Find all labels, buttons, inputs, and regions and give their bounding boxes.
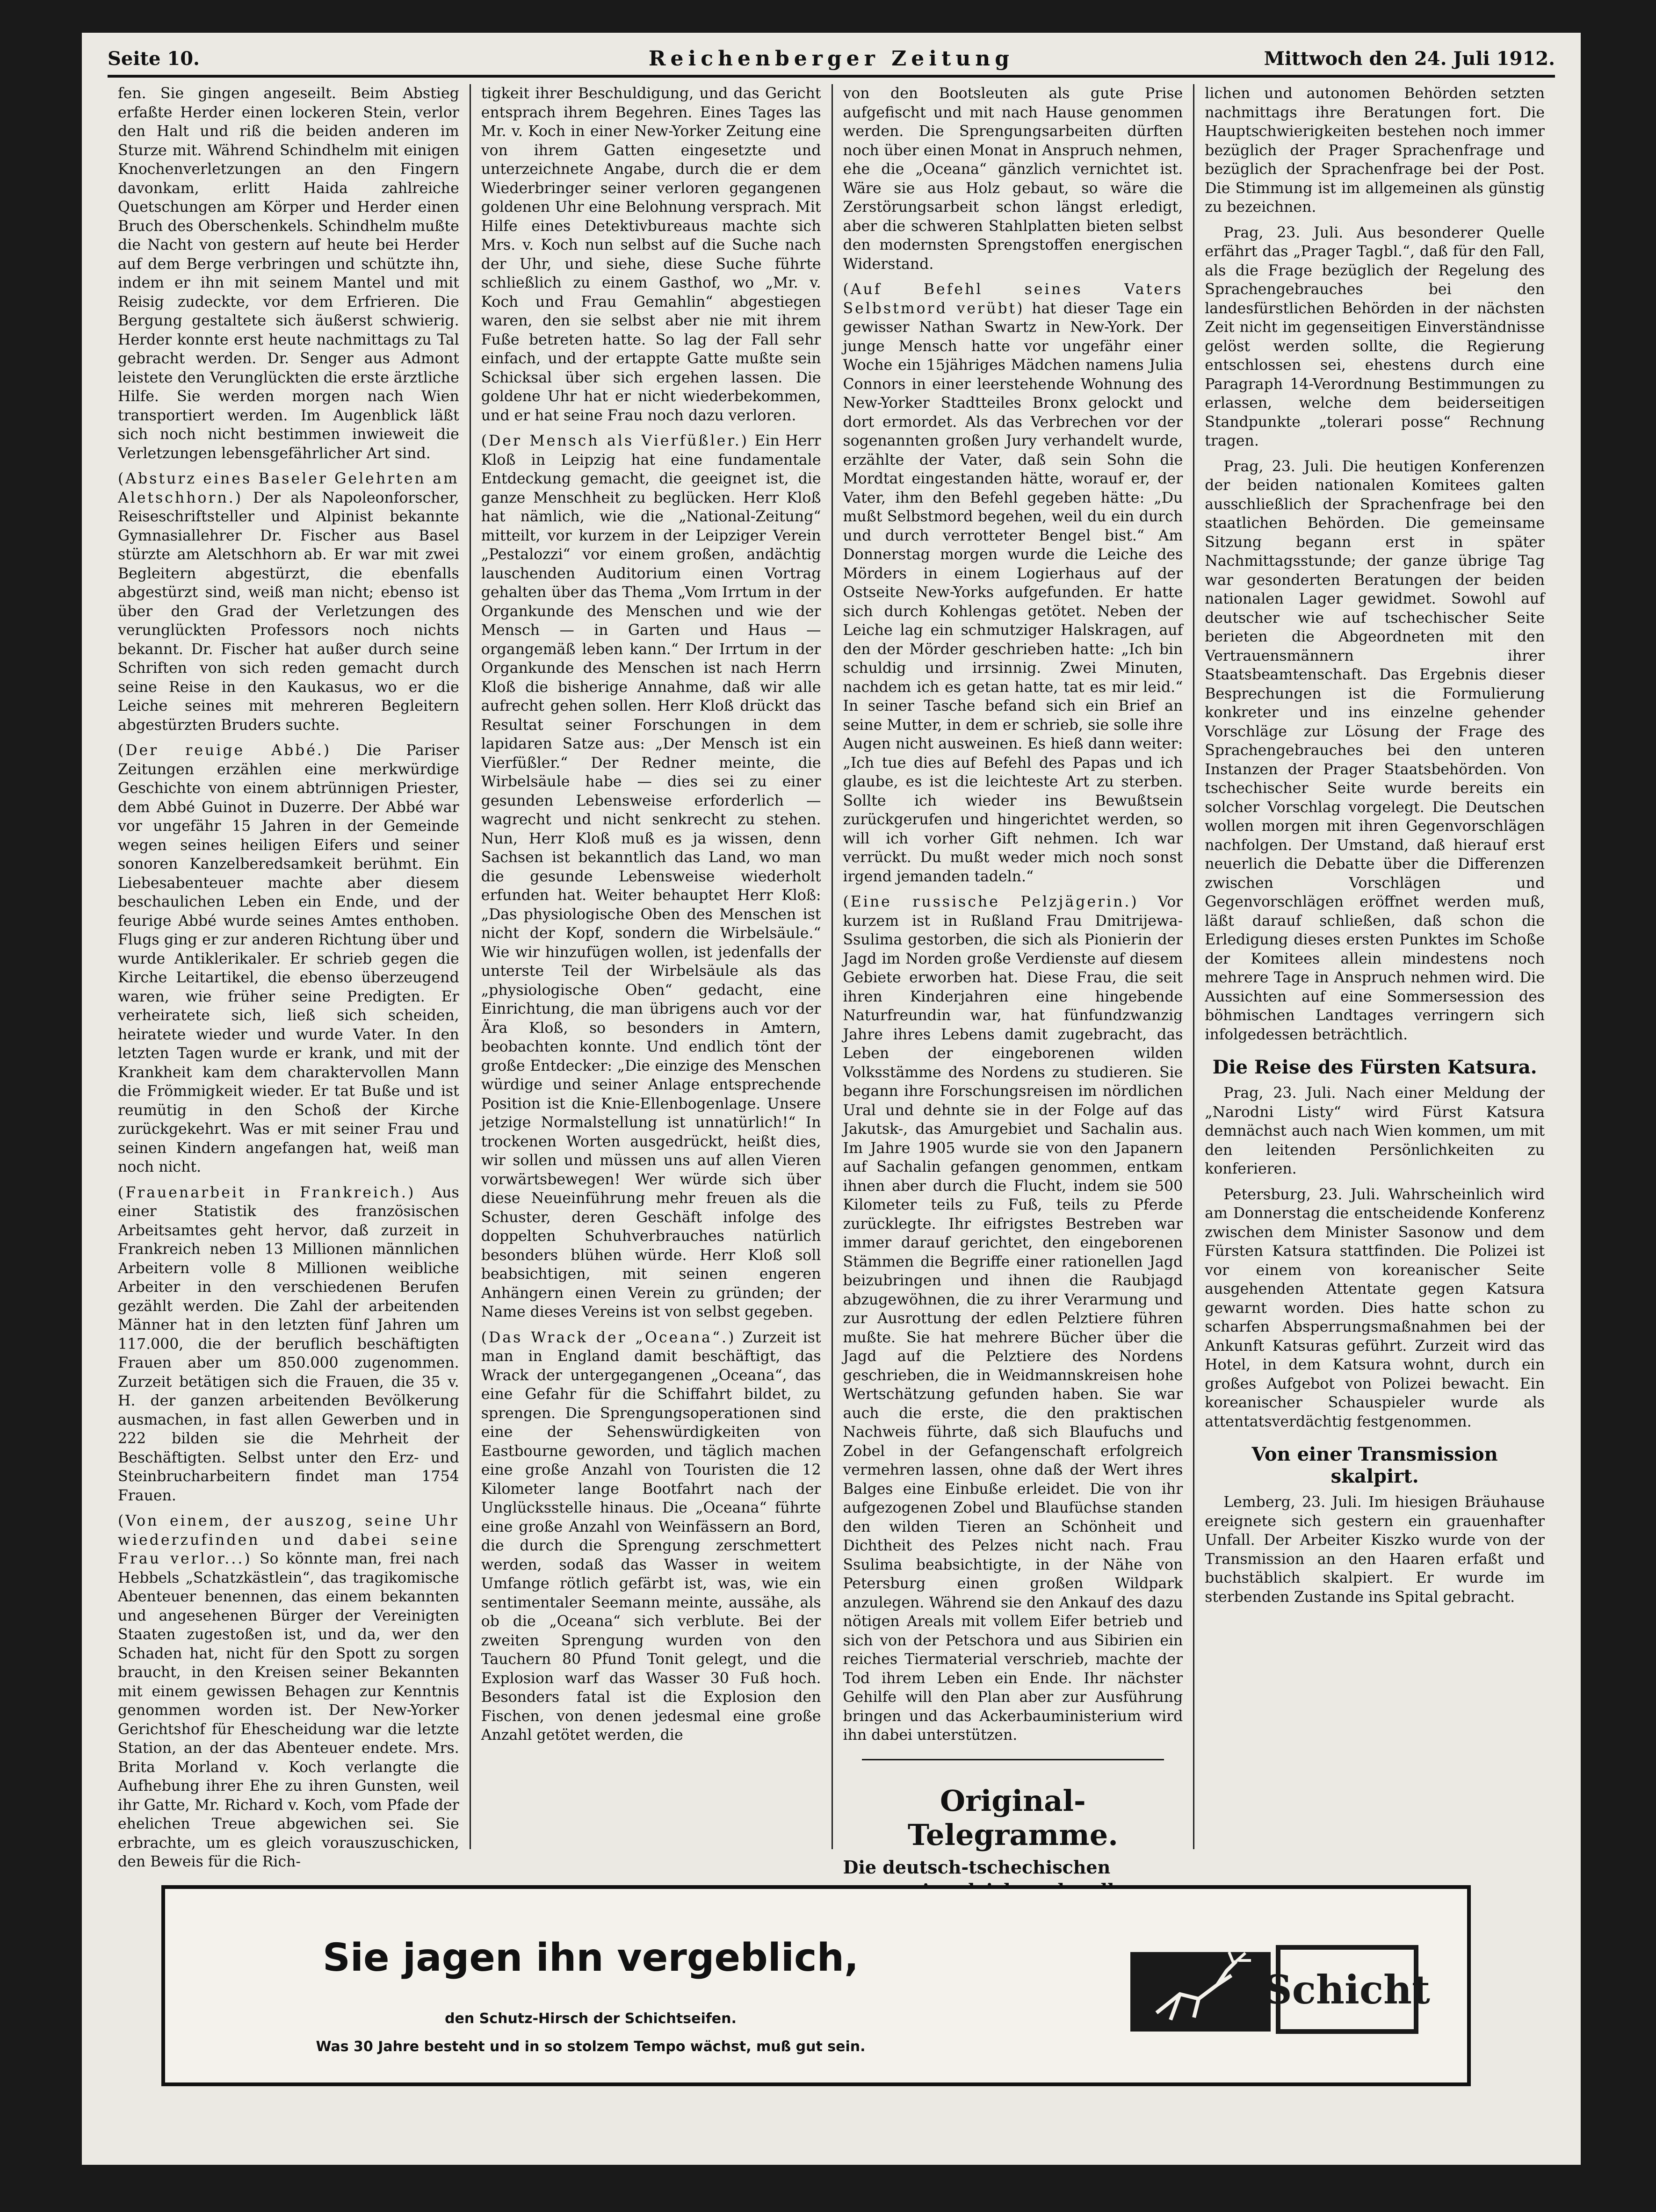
newspaper-page xyxy=(82,33,1581,2165)
article-headline: (Der reuige Abbé.) xyxy=(118,742,332,759)
article-text: Der als Napoleonforscher, Reiseschriftsteller und Alpinist bekannte Gymnasiallehrer Dr. Fischer aus Basel stürzte am Aletschhorn ab. Er war mit zwei Begleitern abgestürzt, die ebenfalls abgestürzt sind, weiß man nicht; ebenso ist über den Grad der Verletzungen des verunglückten Professors noch nichts bekannt. Dr. Fischer hat außer durch seine Schriften von sich reden gemacht durch seine Reise in den Kaukasus, wo er die Leiche seines mit mehreren Begleitern abgestürzten Bruders suchte. xyxy=(118,489,459,734)
article-columns xyxy=(108,84,1555,1878)
ad-tagline: den Schutz-Hirsch der Schichtseifen. xyxy=(445,2010,737,2027)
article-text: Ein Herr Kloß in Leipzig hat eine fundamentale Entdeckung gemacht, die geeignet ist, die ganze Menschheit zu beglücken. Herr Kloß hat nämlich, wie die „National-Zeitung“ mitteilt, vor kurzem in der Leipziger Verein „Pestalozzi“ vor einem großen, andächtig lauschenden Auditorium einen Vortrag gehalten über das Thema „Vom Irrtum in der Organkunde des Menschen und wie der Mensch — in Garten und Haus — organgemäß leben kann.“ Der Irrtum in der Organkunde des Menschen ist nach Herrn Kloß die bisherige Annahme, daß wir alle aufrecht gehen sollen. Herr Kloß drückt das Resultat seiner Forschungen in dem lapidaren Satze aus: „Der Mensch ist ein Vierfüßler.“ Der Redner meinte, die Wirbelsäule habe — dies sei zu einer gesunden Lebensweise erforderlich — wagrecht und nicht senkrecht zu stehen. Nun, Herr Kloß muß es ja wissen, denn Sachsen ist bekanntlich das Land, wo man die gesunde Lebensweise wiederholt erfunden hat. Weiter behauptet Herr Kloß: „Das physiologische Oben des Menschen ist nicht der Kopf, sondern die Wirbelsäule.“ Wie wir hinzufügen wollen, ist jedenfalls der unterste Teil der Wirbelsäule als das „physiologische Oben“ gedacht, eine Einrichtung, die man übrigens auch vor der Ära Kloß, so besonders in Amtern, beobachten konnte. Und endlich tönt der große Entdecker: „Die einzige des Menschen würdige und seiner Anlage entsprechende Position ist die Knie-Ellenbogenlage. Unsere jetzige Normalstellung ist unnatürlich!“ In trockenen Worten ausgedrückt, heißt dies, wir sollen und müssen uns auf allen Vieren vorwärtsbewegen! Wer würde sich über diese Neueinführung mehr freuen als die Schuster, deren Geschäft infolge des doppelten Schuhverbrauches natürlich besonders blühen würde. Herr Kloß soll beabsichtigen, mit seinen engeren Anhängern einen Verein zu gründen; der Name dieses Vereins ist von selbst gegeben. xyxy=(481,432,821,1320)
article-paragraph: Petersburg, 23. Juli. Wahrscheinlich wird am Donnerstag die entscheidende Konferenz zwischen dem Minister Sasonow und dem Fürsten Katsura stattfinden. Die Polizei ist vor einem von koreanischer Seite ausgehenden Attentate gegen Katsura gewarnt worden. Dies hatte schon zu scharfen Absperrungsmaßnahmen bei der Ankunft Katsuras geführt. Zurzeit wird das Hotel, in dem Katsura wohnt, durch ein großes Aufgebot von Polizei bewacht. Ein koreanischer Schauspieler wurde als attentatsverdächtig festgenommen. xyxy=(1205,1186,1545,1430)
article-paragraph xyxy=(118,741,459,1177)
article-paragraph xyxy=(843,280,1183,886)
deer-logo-icon xyxy=(1128,1943,1430,2036)
article-paragraph: lichen und autonomen Behörden setzten nachmittags ihre Beratungen fort. Die Hauptschwierigkeiten bestehen noch immer bezüglich der Prager Sprachenfrage und bezüglich der Sprachenfrage bei der Post. Die Stimmung ist im allgemeinen als günstig zu bezeichnen. xyxy=(1205,85,1545,216)
article-text: Vor kurzem ist in Rußland Frau Dmitrijewa-Ssulima gestorben, die sich als Pionierin der Jagd im Norden große Verdienste auf diesem Gebiete erworben hat. Diese Frau, die seit ihren Kinderjahren eine hingebende Naturfreundin war, hat fünfundzwanzig Jahre ihres Lebens damit zugebracht, das Leben der eingeborenen wilden Volksstämme des Nordens zu studieren. Sie begann ihre Forschungsreisen im nördlichen Ural und dehnte sie in der Folge auf das Jakutsk-, das Amurgebiet und Sachalin aus. Im Jahre 1905 wurde sie von den Japanern auf Sachalin gefangen genommen, entkam ihnen aber durch die Flucht, indem sie 500 Kilometer teils zu Fuß, teils zu Pferde zurücklegte. Ihr eifrigstes Bestreben war immer darauf gerichtet, den eingeborenen Stämmen die Begriffe einer rationellen Jagd beizubringen und ihnen die Raubjagd abzugewöhnen, die zu ihrer Verarmung und zur Ausrottung der edlen Pelztiere führen mußte. Sie hat mehrere Bücher über die Jagd auf die Pelztiere des Nordens geschrieben, die in Weidmannskreisen hohe Wertschätzung gefunden haben. Sie war auch die erste, die den praktischen Nachweis führte, daß sich Blaufuchs und Zobel in der Gefangenschaft erfolgreich vermehren lassen, ohne daß der Wert ihres Balges eine Einbuße erleidet. Die von ihr aufgezogenen Zobel und Blaufüchse standen den wilden Tieren an Schönheit und Dichtheit des Pelzes nicht nach. Frau Ssulima beabsichtigte, in der Nähe von Petersburg einen großen Wildpark anzulegen. Während sie den Ankauf des dazu nötigen Areals mit vollem Eifer betrieb und sich von der Petschora und aus Sibirien ein reiches Tiermaterial verschrieb, machte der Tod ihrem Leben ein Ende. Ihr nächster Gehilfe will den Plan aber zur Ausführung bringen und das Ackerbauministerium wird ihn dabei unterstützen. xyxy=(843,893,1183,1744)
article-paragraph xyxy=(481,432,821,1322)
article-headline: Die Reise des Fürsten Katsura. xyxy=(1212,1056,1537,1078)
column-2 xyxy=(470,84,832,1849)
article-text: Zurzeit ist man in England damit beschäftigt, das Wrack der untergegangenen „Oceana“, das eine Gefahr für die Schiffahrt bildet, zu sprengen. Die Sprengungsoperationen sind eine der Sehenswürdigkeiten von Eastbourne geworden, und täglich machen eine große Anzahl von Touristen die 12 Kilometer lange Bootfahrt nach der Unglücksstelle hinaus. Die „Oceana“ führte eine große Anzahl von Weinfässern an Bord, die durch die Sprengung zerschmettert werden, sodaß das Wasser in weitem Umfange rötlich gefärbt ist, was, wie ein sentimentaler Seemann meinte, aussähe, als ob die „Oceana“ sich verblute. Bei der zweiten Sprengung wurden von den Tauchern 80 Pfund Tonit gelegt, und die Explosion warf das Wasser 30 Fuß hoch. Besonders fatal ist die Explosion den Fischen, von denen jedesmal eine große Anzahl getötet werden, die xyxy=(481,1329,821,1744)
article-headline: (Frauenarbeit in Frankreich.) xyxy=(118,1184,416,1201)
article-text: hat dieser Tage ein gewisser Nathan Swartz in New-York. Der junge Mensch hatte vor ungefähr einer Woche ein 15jähriges Mädchen namens Julia Connors in einer leerstehende Wohnung des New-Yorker Stadtteiles Bronx gelockt und dort ermordet. Als das Verbrechen vor der sogenannten großen Jury verhandelt wurde, erzählte der Vater, daß sein Sohn die Mordtat eingestanden hätte, worauf er, der Vater, ihm den Befehl gegeben hätte: „Du mußt Selbstmord begehen, weil du ein durch und durch verrotteter Bengel bist.“ Am Donnerstag morgen wurde die Leiche des Mörders in einem Logierhaus auf der Ostseite New-Yorks aufgefunden. Er hatte sich durch Kohlengas getötet. Neben der Leiche lag ein schmutziger Halskragen, auf den der Mörder geschrieben hatte: „Ich bin schuldig und irrsinnig. Zwei Minuten, nachdem ich es getan hatte, tat es mir leid.“ In seiner Tasche befand sich ein Brief an seine Mutter, in dem er schrieb, sie solle ihre Augen nicht ausweinen. Es hieß dann weiter: „Ich tue dies auf Befehl des Papas und ich glaube, es ist die leichteste Art zu sterben. Sollte ich wieder ins Bewußtsein zurückgerufen und hingerichtet werden, so will ich vorher Gift nehmen. Ich war verrückt. Du mußt weder mich noch sonst irgend jemanden tadeln.“ xyxy=(843,300,1183,885)
ad-tagline: Was 30 Jahre besteht und in so stolzem Tempo wächst, muß gut sein. xyxy=(316,2039,866,2055)
article-paragraph xyxy=(481,1328,821,1745)
section-divider xyxy=(862,1759,1164,1760)
column-1 xyxy=(108,84,470,1870)
article-headline: (Von einem, der auszog, seine Uhr wiederzufinden und dabei seine Frau verlor...) xyxy=(118,1513,459,1567)
masthead xyxy=(108,42,1555,78)
article-text: So könnte man, frei nach Hebbels „Schatzkästlein“, das tragikomische Abenteuer benennen, das einem bekannten und angesehenen Bürger der Vereinigten Staaten zugestoßen ist, und da, wer den Schaden hat, nicht für den Spott zu sorgen braucht, in den Kreisen seiner Bekannten mit einem gewissen Behagen zur Kenntnis genommen worden ist. Der New-Yorker Gerichtshof für Ehescheidung war die letzte Station, an der das Abenteuer endete. Mrs. Brita Morland v. Koch verlangte die Aufhebung ihrer Ehe zu ihren Gunsten, weil ihr Gatte, Mr. Richard v. Koch, vom Pfade der ehelichen Treue abgewichen sei. Sie erbrachte, um es gleich vorauszuschicken, den Beweis für die Rich- xyxy=(118,1550,459,1870)
article-headline: (Das Wrack der „Oceana“.) xyxy=(481,1329,736,1346)
article-text: Die Pariser Zeitungen erzählen eine merkwürdige Geschichte von einem abtrünnigen Priester, dem Abbé Guinot in Duzerre. Der Abbé war vor ungefähr 15 Jahren in der Gemeinde wegen seines heiligen Eifers und seiner sonoren Kanzelberedsamkeit berühmt. Ein Liebesabenteuer machte aber diesem beschaulichen Leben ein Ende, und der feurige Abbé wurde seines Amtes enthoben. Flugs ging er zur anderen Richtung über und wurde Antiklerikaler. Er schrieb gegen die Kirche Leitartikel, die ebenso überzeugend waren, wie früher seine Predigten. Er verheiratete sich, ließ sich scheiden, heiratete wieder und wurde Vater. In den letzten Tagen wurde er krank, und mit der Krankheit kam dem charaktervollen Mann die Frömmigkeit wieder. Er tat Buße und ist reumütig in den Schoß der Kirche zurückgekehrt. Was er mit seiner Frau und seinen Kindern angefangen hat, weiß man noch nicht. xyxy=(118,742,459,1175)
issue-date: Mittwoch den 24. Juli 1912. xyxy=(1264,48,1555,70)
article-headline: (Der Mensch als Vierfüßler.) xyxy=(481,432,749,449)
page-number: Seite 10. xyxy=(108,48,200,70)
article-headline: (Auf Befehl seines Vaters Selbstmord verübt) xyxy=(843,281,1183,317)
article-paragraph: fen. Sie gingen angeseilt. Beim Abstieg erfaßte Herder einen lockeren Stein, verlor den Halt und riß die beiden anderen im Sturze mit. Während Schindhelm mit einigen Knochenverletzungen an den Fingern davonkam, erlitt Haida zahlreiche Quetschungen am Körper und Herder einen Bruch des Oberschenkels. Schindhelm mußte die Nacht von gestern auf heute bei Herder auf dem Berge verbringen und schützte ihn, indem er ihn mit seinem Mantel und mit Reisig zudeckte, vor dem Erfrieren. Die Bergung gestaltete sich äußerst schwierig. Herder konnte erst heute nachmittags zu Tal gebracht werden. Dr. Senger aus Admont leistete den Verunglückten die erste ärztliche Hilfe. Sie werden morgen nach Wien transportiert werden. Im Augenblick läßt sich noch nicht bestimmen inwieweit die Verletzungen lebensgefährlicher Art sind. xyxy=(118,85,459,462)
schicht-logo xyxy=(1128,1943,1430,2036)
article-text: Aus einer Statistik des französischen Arbeitsamtes geht hervor, daß zurzeit in Frankreich neben 13 Millionen männlichen Arbeitern volle 8 Millionen weibliche Arbeiter in den verschiedenen Berufen gezählt werden. Die Zahl der arbeitenden Männer hat in den letzten fünf Jahren um 117.000, die der beruflich beschäftigten Frauen aber um 850.000 zugenommen. Zurzeit betätigen sich die Frauen, die 35 v. H. der ganzen arbeitenden Bevölkerung ausmachen, in fast allen Gewerben und in 222 bilden sie die Mehrheit der Beschäftigten. Selbst unter den Erz- und Steinbrucharbeitern findet man 1754 Frauen. xyxy=(118,1184,459,1504)
newspaper-title: Reichenberger Zeitung xyxy=(648,47,1014,71)
article-headline: (Absturz eines Baseler Gelehrten am Aletschhorn.) xyxy=(118,470,459,506)
article-headline: (Eine russische Pelzjägerin.) xyxy=(843,893,1139,910)
article-paragraph xyxy=(118,1183,459,1506)
article-paragraph xyxy=(843,893,1183,1745)
article-paragraph: Prag, 23. Juli. Die heutigen Konferenzen der beiden nationalen Komitees galten ausschließlich der Sprachenfrage bei den staatlichen Behörden. Die gemeinsame Sitzung begann erst in später Nachmittagsstunde; der ganze übrige Tag war gesonderten Beratungen der beiden nationalen Lager gewidmet. Sowohl auf deutscher wie auf tschechischer Seite berieten die Abgeordneten mit den Vertrauensmännern ihrer Staatsbeamtenschaft. Das Ergebnis dieser Besprechungen ist die Formulierung konkreter und ins einzelne gehender Vorschläge zur Lösung der Frage des Sprachengebrauches bei den unteren Instanzen der Prager Staatsbehörden. Von tschechischer Seite wurde bereits ein solcher Vorschlag vorgelegt. Die Deutschen wollen morgen mit ihren Gegenvorschlägen nachfolgen. Der Umstand, daß hierauf erst neuerlich die Debatte über die Differenzen zwischen Vorschlägen und Gegenvorschlägen eröffnet werden muß, läßt darauf schließen, daß schon die Erledigung dieses ersten Punktes im Schoße der Komitees allein mindestens noch mehrere Tage in Anspruch nehmen wird. Die Aussichten auf eine Sommersession des böhmischen Landtages verringern sich infolgedessen beträchtlich. xyxy=(1205,458,1545,1043)
ad-slogan: Sie jagen ihn vergeblich, xyxy=(322,1936,859,1980)
article-paragraph: Prag, 23. Juli. Nach einer Meldung der „Narodni Listy“ wird Fürst Katsura demnächst auch nach Wien kommen, um mit den leitenden Persönlichkeiten zu konferieren. xyxy=(1205,1085,1545,1177)
section-title: Original-Telegramme. xyxy=(907,1783,1118,1852)
article-paragraph xyxy=(118,469,459,735)
column-4 xyxy=(1193,84,1555,1849)
column-3 xyxy=(832,84,1193,1878)
advertisement xyxy=(161,1885,1471,2086)
article-paragraph: Lemberg, 23. Juli. Im hiesigen Bräuhause ereignete sich gestern ein grauenhafter Unfall. Der Arbeiter Kiszko wurde von der Transmission an den Haaren erfaßt und buchstäblich skalpiert. Er wurde im sterbenden Zustande ins Spital gebracht. xyxy=(1205,1494,1545,1606)
brand-name: Schicht xyxy=(1264,1967,1430,2013)
article-headline: Von einer Transmission skalpirt. xyxy=(1251,1443,1498,1487)
article-paragraph: von den Bootsleuten als gute Prise aufgefischt und mit nach Hause genommen werden. Die Sprengungsarbeiten dürften noch über einen Monat in Anspruch nehmen, ehe die „Oceana“ gänzlich vernichtet ist. Wäre sie aus Holz gebaut, so wäre die Zerstörungsarbeit schon längst erledigt, aber die schweren Stahlplatten bieten selbst den modernsten Sprengstoffen energischen Widerstand. xyxy=(843,85,1183,273)
article-paragraph: Prag, 23. Juli. Aus besonderer Quelle erfährt das „Prager Tagbl.“, daß für den Fall, als die Frage bezüglich der Regelung des Sprachengebrauches bei den landesfürstlichen Behörden in der nächsten Zeit nicht im gegenseitigen Einverständnisse gelöst werden sollte, die Regierung entschlossen sei, ehestens durch eine Paragraph 14-Verordnung Bestimmungen zu erlassen, welche dem beiderseitigen Standpunkte „tolerari posse“ Rechnung tragen. xyxy=(1205,224,1545,449)
article-paragraph xyxy=(118,1512,459,1872)
section-subtitle: Die deutsch-tschechischen xyxy=(843,1856,1111,1878)
article-paragraph: tigkeit ihrer Beschuldigung, und das Gericht entsprach ihrem Begehren. Eines Tages las Mr. v. Koch in einer New-Yorker Zeitung eine von ihrem Gatten eingesetzte und unterzeichnete Angabe, durch die er dem Wiederbringer seiner verloren gegangenen goldenen Uhr eine Belohnung versprach. Mit Hilfe eines Detektivbureaus machte sich Mrs. v. Koch nun selbst auf die Suche nach der Uhr, und siehe, diese Suche führte schließlich zu einem Gasthof, wo „Mr. v. Koch und Frau Gemahlin“ abgestiegen waren, den sie selbst aber nie mit ihrem Fuße betreten hatte. So lag der Fall sehr einfach, und der ertappte Gatte mußte sein Schicksal über sich ergehen lassen. Die goldene Uhr hat er nicht wiederbekommen, und er hat seine Frau noch dazu verloren. xyxy=(481,85,821,424)
